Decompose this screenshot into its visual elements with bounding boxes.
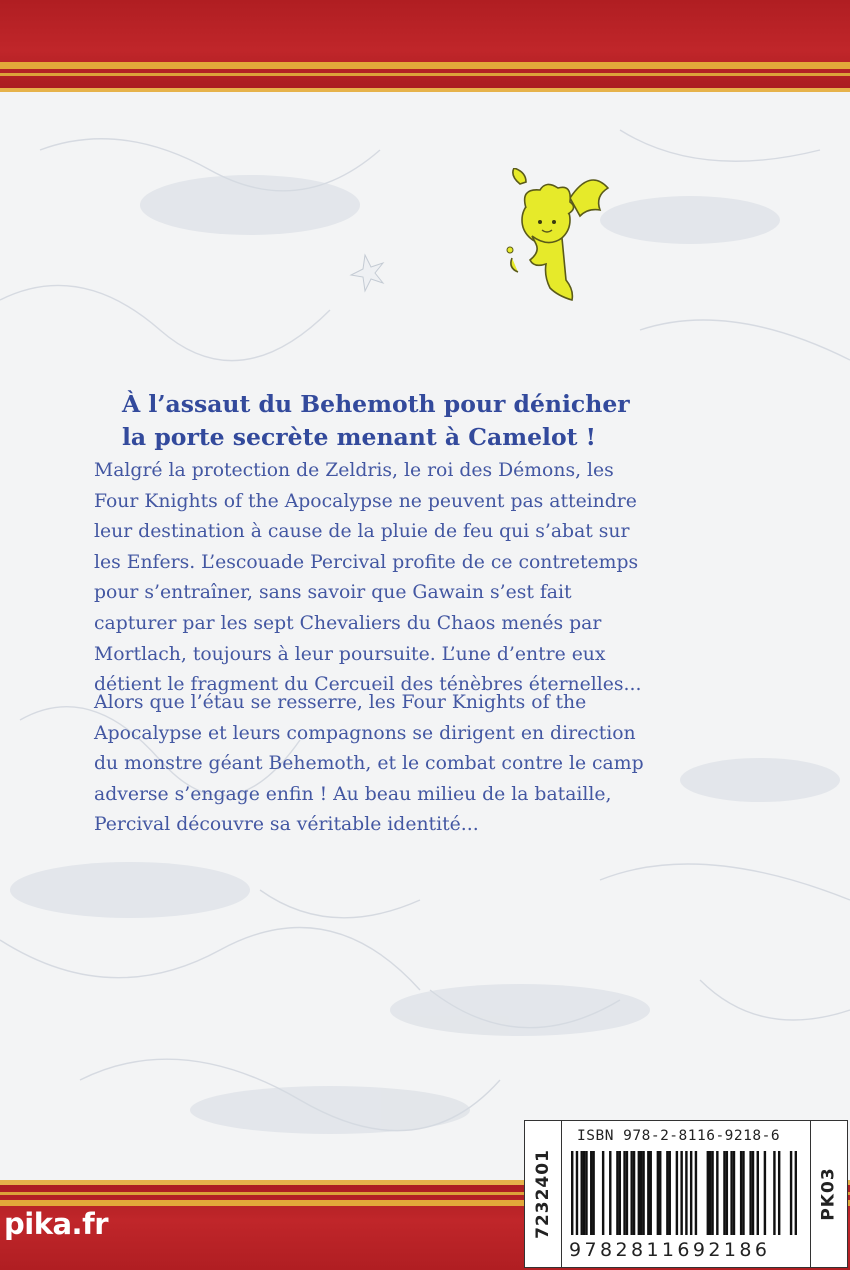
top-gold-stripe [0, 62, 850, 69]
barcode-label [524, 1120, 848, 1268]
barcode-bar [647, 1151, 649, 1235]
headline [122, 388, 822, 454]
barcode-bar [602, 1151, 604, 1235]
isbn-text: ISBN 978-2-8116-9218-6 [577, 1128, 781, 1144]
barcode-bar [764, 1151, 766, 1235]
headline-line: À l’assaut du Behemoth pour dénicher [122, 390, 630, 418]
barcode-bar [711, 1151, 713, 1235]
barcode-bar [640, 1151, 642, 1235]
text-line: du monstre géant Behemoth, et le combat contre le camp [94, 753, 644, 775]
barcode-bar [576, 1151, 578, 1235]
winged-chibi-icon [500, 168, 612, 308]
barcode-bar [650, 1151, 652, 1235]
internal-code-right [810, 1121, 847, 1267]
headline-line: la porte secrète menant à Camelot ! [122, 423, 596, 451]
text-line: leur destination à cause de la pluie de feu qui s’abat sur [94, 521, 630, 543]
barcode-bar [623, 1151, 625, 1235]
text-line: Mortlach, toujours à leur poursuite. L’une d’entre eux [94, 643, 606, 665]
barcode-bar [619, 1151, 621, 1235]
barcode-bar [571, 1151, 573, 1235]
text-line: Malgré la protection de Zeldris, le roi des Démons, les [94, 460, 614, 481]
text-line: capturer par les sept Chevaliers du Chaos menés par [94, 612, 602, 634]
top-gold-stripe-bottom [0, 88, 850, 92]
barcode-bar [585, 1151, 587, 1235]
barcode-bar [730, 1151, 732, 1235]
barcode-bar [707, 1151, 709, 1235]
barcode-bar [642, 1151, 644, 1235]
barcode-bar [633, 1151, 635, 1235]
barcode-bar [666, 1151, 668, 1235]
barcode-bar [795, 1151, 797, 1235]
top-gold-stripe-thin [0, 73, 850, 76]
barcode-bar [716, 1151, 718, 1235]
barcode-bar [685, 1151, 687, 1235]
internal-code-left [525, 1121, 562, 1267]
text-line: Four Knights of the Apocalypse ne peuvent pas atteindre [94, 490, 637, 512]
top-red-band [0, 0, 850, 92]
barcode-bar [659, 1151, 661, 1235]
barcode-bar [740, 1151, 742, 1235]
barcode-bar [638, 1151, 640, 1235]
barcode-bar [626, 1151, 628, 1235]
barcode-bar [609, 1151, 611, 1235]
barcode-bar [669, 1151, 671, 1235]
barcode-bars [571, 1151, 797, 1235]
barcode-bar [690, 1151, 692, 1235]
barcode-bar [592, 1151, 594, 1235]
barcode-bar [616, 1151, 618, 1235]
barcode-bar [749, 1151, 751, 1235]
barcode-bar [723, 1151, 725, 1235]
barcode-bar [590, 1151, 592, 1235]
barcode-bar [583, 1151, 585, 1235]
mascot-illustration [500, 168, 612, 308]
barcode-bar [778, 1151, 780, 1235]
text-line: adverse s’engage enfin ! Au beau milieu de la bataille, [94, 783, 612, 805]
barcode-bar [757, 1151, 759, 1235]
barcode-bar [630, 1151, 632, 1235]
barcode-bar [695, 1151, 697, 1235]
barcode-bar [581, 1151, 583, 1235]
text-line: Apocalypse et leurs compagnons se dirigent en direction [94, 722, 636, 744]
publisher-logo[interactable]: pika.fr [4, 1207, 108, 1241]
barcode-bar [752, 1151, 754, 1235]
barcode-bar [742, 1151, 744, 1235]
barcode-bar [733, 1151, 735, 1235]
barcode-bar [790, 1151, 792, 1235]
barcode-bar [676, 1151, 678, 1235]
barcode-bar [709, 1151, 711, 1235]
text-line: Percival découvre sa véritable identité... [94, 814, 479, 836]
barcode-bar [657, 1151, 659, 1235]
ean-digits: 9782811692186 [569, 1239, 771, 1261]
synopsis-paragraph-1 [94, 456, 834, 701]
text-line: détient le fragment du Cercueil des ténèbres éternelles... [94, 674, 642, 696]
text-line: les Enfers. L’escouade Percival profite de ce contretemps [94, 551, 639, 573]
series-code-text: PK03 [819, 1167, 840, 1221]
internal-code-text: 7232401 [533, 1149, 553, 1239]
barcode-bar [773, 1151, 775, 1235]
barcode-bar [726, 1151, 728, 1235]
text-line: Alors que l’étau se resserre, les Four Knights of the [94, 692, 587, 713]
text-line: pour s’entraîner, sans savoir que Gawain s’est fait [94, 582, 572, 604]
barcode-bar [680, 1151, 682, 1235]
synopsis-paragraph-2 [94, 688, 834, 841]
